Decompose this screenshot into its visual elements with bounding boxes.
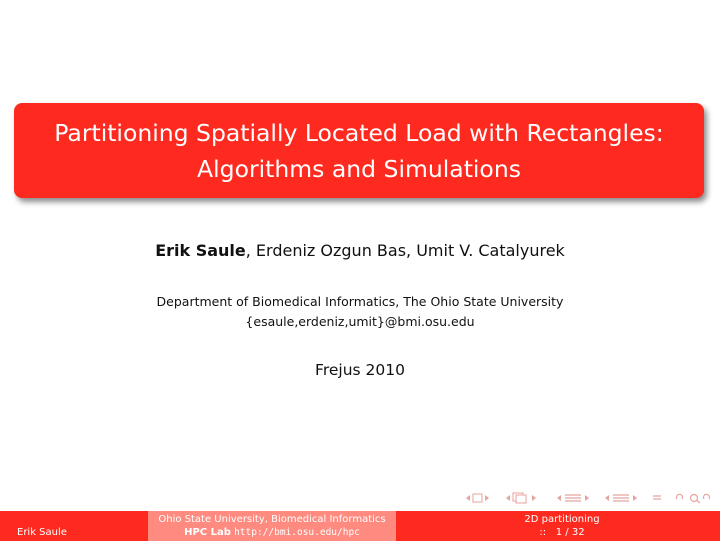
footer-short-title: 2D partitioning	[524, 514, 600, 525]
footer-institution: Ohio State University, Biomedical Informatics	[158, 514, 386, 525]
department: Department of Biomedical Informatics, The Ohio State University	[156, 294, 564, 309]
event-name: Frejus 2010	[315, 361, 405, 379]
footer-author: Erik Saule	[17, 527, 67, 538]
nav-menu-icon[interactable]	[652, 492, 662, 504]
title-line-2: Algorithms and Simulations	[197, 154, 521, 183]
section-nav[interactable]	[555, 492, 591, 504]
affiliation	[0, 292, 720, 332]
nav-prev-frame-icon	[466, 495, 470, 501]
nav-next-subsection-icon	[532, 495, 536, 501]
footer-author-cell	[0, 511, 148, 541]
nav-search-icon[interactable]	[674, 492, 714, 504]
emails: {esaule,erdeniz,umit}@bmi.osu.edu	[245, 314, 475, 329]
footer-lab-line	[184, 526, 360, 539]
nav-next-slide-icon	[633, 495, 637, 501]
title-line-1: Partitioning Spatially Located Load with Rectangles:	[54, 118, 664, 147]
footer-bar	[0, 511, 720, 541]
coauthors: , Erdeniz Ozgun Bas, Umit V. Catalyurek	[245, 241, 565, 260]
footer-title-cell	[396, 511, 720, 541]
navigation-bar	[464, 491, 714, 505]
title-box	[14, 103, 704, 198]
subsection-nav[interactable]	[504, 492, 542, 504]
nav-prev-section-icon	[557, 495, 561, 501]
footer-page-number: :: 1 / 32	[539, 527, 585, 538]
nav-next-section-icon	[585, 495, 589, 501]
nav-prev-slide-icon	[605, 495, 609, 501]
footer-institution-cell	[148, 511, 396, 541]
frame-nav[interactable]	[464, 492, 492, 504]
authors	[0, 241, 720, 260]
nav-next-frame-icon	[485, 495, 489, 501]
slide-nav[interactable]	[603, 492, 639, 504]
footer-lab: HPC Lab	[184, 527, 231, 538]
frame-icon	[473, 494, 482, 502]
nav-prev-subsection-icon	[506, 495, 510, 501]
presenter-name: Erik Saule	[155, 241, 246, 260]
footer-url[interactable]: http://bmi.osu.edu/hpc	[234, 527, 360, 538]
